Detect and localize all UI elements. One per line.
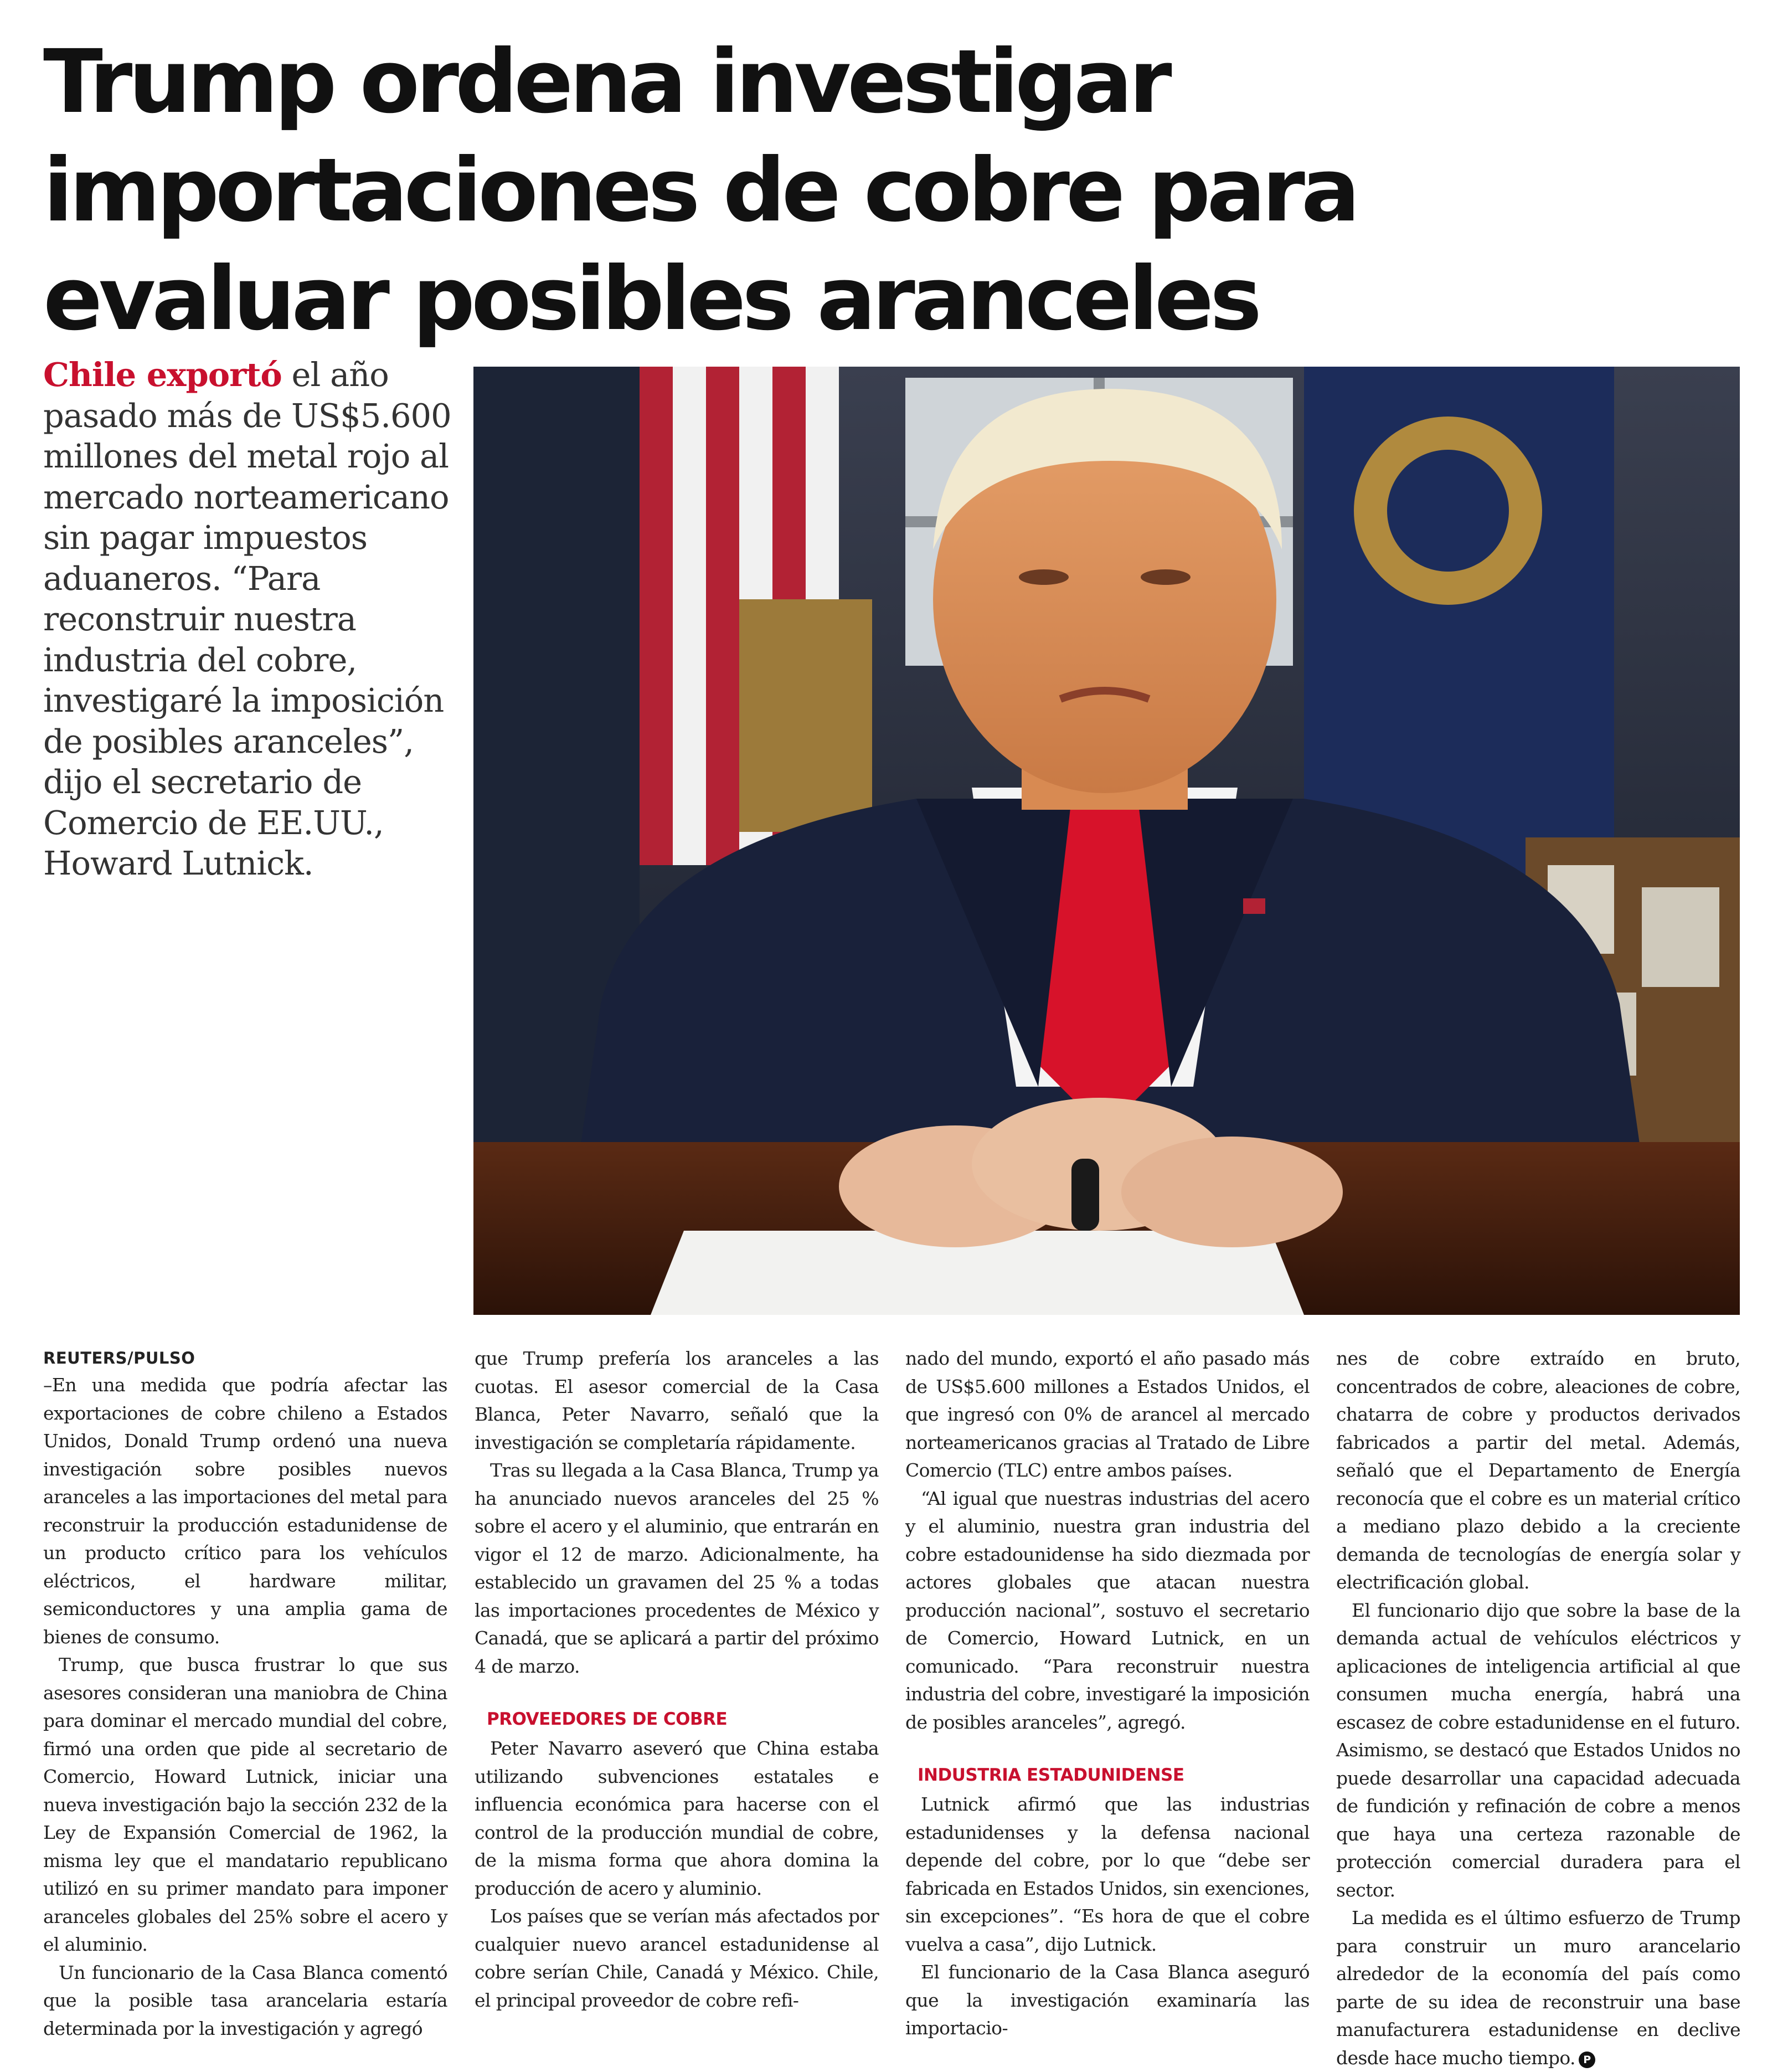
paragraph: “Al igual que nuestras industrias del acero y el aluminio, nuestra gran industria del cobre estadounidense ha sido diezmada por actores globales que atacan nuestra producción nacional”, sostuvo el secretario de Comercio, Howard Lutnick, en un comunicado. “Para reconstruir nuestra industria del cobre, investigaré la imposición de posibles aranceles”, agregó. — [905, 1487, 1310, 1733]
paragraph: El funcionario dijo que sobre la base de la demanda actual de vehículos eléctricos y aplicaciones de inteligencia artificial al que consumen mucha energía, habrá una escasez de cobre estadunidense en el futuro. Asimismo, se destacó que Estados Unidos no puede desarrollar una capacidad adecuada de fundición y refinación de cobre a menos que haya una certeza razonable de protección comercial duradera para el sector. — [1336, 1599, 1740, 1901]
paragraph: Lutnick afirmó que las industrias estadunidenses y la defensa nacional depende del cobre, por lo que “debe ser fabricada en Estados Unidos, sin exenciones, sin excepciones”. “Es hora de que el cobre vuelva a casa”, dijo Lutnick. — [905, 1793, 1310, 1955]
headline-line-1: Trump ordena investigar — [43, 31, 1168, 133]
paragraph: nado del mundo, exportó el año pasado más de US$5.600 millones a Estados Unidos, el que ingresó con 0% de arancel al mercado norteamericanos gracias al Tratado de Libre Comercio (TLC) entre ambos países. — [905, 1348, 1310, 1481]
article-column-2 — [475, 1345, 879, 2014]
lead-paragraph — [43, 354, 464, 884]
paragraph: Peter Navarro aseveró que China estaba utilizando subvenciones estatales e influencia económica para hacerse con el control de la producción mundial de cobre, de la misma forma que ahora domina la producción de acero y aluminio. — [475, 1737, 879, 1899]
paragraph: Trump, que busca frustrar lo que sus asesores consideran una maniobra de China para dominar el mercado mundial del cobre, firmó una orden que pide al secretario de Comercio, Howard Lutnick, iniciar una nueva investigación bajo la sección 232 de la Ley de Expansión Comercial de 1962, la misma ley que el mandatario republicano utilizó en su primer mandato para imponer aranceles globales del 25% sobre el acero y el aluminio. — [43, 1654, 447, 1955]
paragraph: El funcionario de la Casa Blanca aseguró que la investigación examinaría las importacio- — [905, 1961, 1310, 2039]
paragraph: Un funcionario de la Casa Blanca comentó que la posible tasa arancelaria estaría determinada por la investigación y agregó — [43, 1961, 447, 2039]
paragraph: que Trump prefería los aranceles a las cuotas. El asesor comercial de la Casa Blanca, Peter Navarro, señaló que la investigación se completaría rápidamente. — [475, 1348, 879, 1453]
paragraph: Los países que se verían más afectados por cualquier nuevo arancel estadunidense al cobre serían Chile, Canadá y México. Chile, el principal proveedor de cobre refi- — [475, 1905, 879, 2011]
article-photo — [473, 367, 1740, 1315]
paragraph: nes de cobre extraído en bruto, concentrados de cobre, aleaciones de cobre, chatarra de cobre y productos derivados fabricados a partir del metal. Además, señaló que el Departamento de Energía reconocía que el cobre es un material crítico a mediano plazo debido a la creciente demanda de tecnologías de energía solar y electrificación global. — [1336, 1348, 1740, 1593]
paragraph: –En una medida que podría afectar las exportaciones de cobre chileno a Estados Unidos, Donald Trump ordenó una nueva investigación sobre posibles nuevos aranceles a las importaciones del metal para reconstruir la producción estadunidense de un producto crítico para los vehículos eléctricos, el hardware militar, semiconductores y una amplia gama de bienes de consumo. — [43, 1374, 447, 1648]
paragraph-final — [1336, 1904, 1740, 2072]
paragraph-final-text: La medida es el último esfuerzo de Trump para construir un muro arancelario alrededor de la economía del país como parte de su idea de reconstruir una base manufacturera estadunidense en declive desde hace mucho tiempo. — [1336, 1907, 1740, 2069]
subhead-industria: INDUSTRIA ESTADUNIDENSE — [918, 1765, 1184, 1785]
article-column-4 — [1336, 1345, 1740, 2072]
paragraph: Tras su llegada a la Casa Blanca, Trump ya ha anunciado nuevos aranceles del 25 % sobre el acero y el aluminio, que entrarán en vigor el 12 de marzo. Adicionalmente, ha establecido un gravamen del 25 % a todas las importaciones procedentes de México y Canadá, que se aplicará a partir del próximo 4 de marzo. — [475, 1459, 879, 1677]
photo-illustration — [473, 367, 1740, 1315]
headline-line-3: evaluar posibles aranceles — [43, 248, 1259, 350]
headline — [43, 28, 1428, 353]
lead-kicker: Chile exportó — [43, 356, 282, 394]
article-column-1 — [43, 1345, 447, 2043]
byline: REUTERS/PULSO — [43, 1349, 195, 1367]
subhead-proveedores: PROVEEDORES DE COBRE — [487, 1709, 728, 1729]
end-mark-icon: P — [1579, 2052, 1595, 2068]
headline-line-2: importaciones de cobre para — [43, 140, 1357, 241]
article-column-3 — [905, 1345, 1310, 2043]
lead-text: el año pasado más de US$5.600 millones del metal rojo al mercado norteamericano sin pagar impuestos aduaneros. “Para reconstruir nuestra industria del cobre, investigaré la imposición de posibles aranceles”, dijo el secretario de Comercio de EE.UU., Howard Lutnick. — [43, 356, 451, 882]
